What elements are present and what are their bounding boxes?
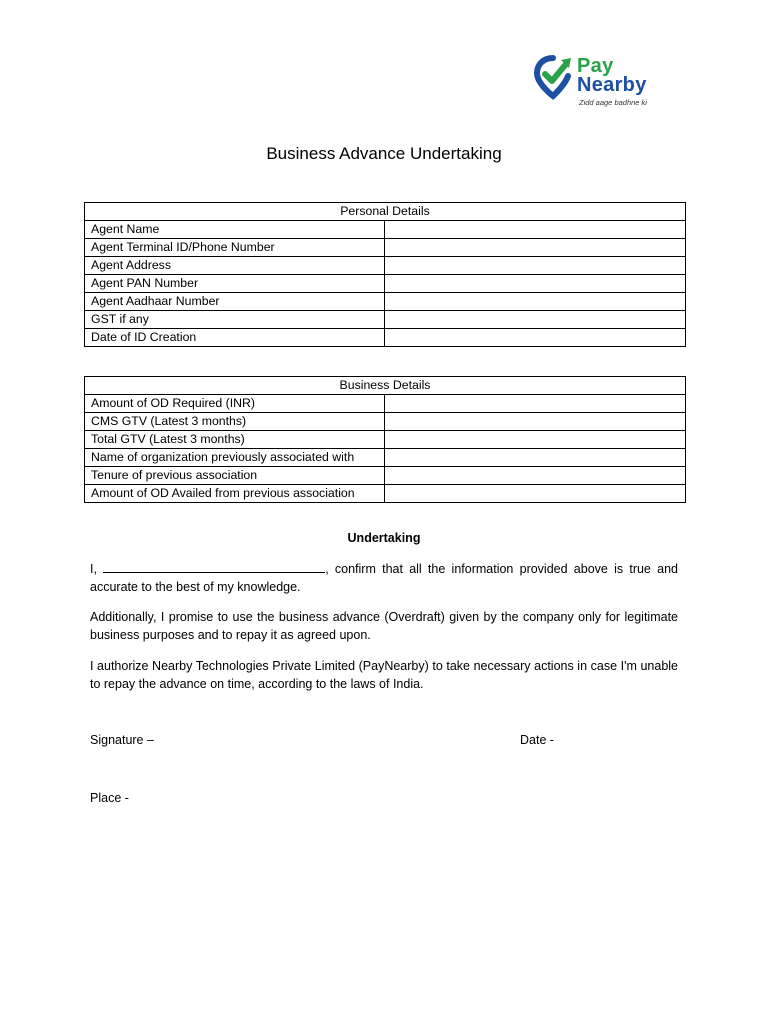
para1-suffix: , confirm that all the information provided above is true and accurate to the best of my knowledge. <box>90 562 678 594</box>
field-value-input[interactable] <box>384 413 685 431</box>
table-row <box>85 413 686 431</box>
paynearby-logo <box>533 52 673 112</box>
field-label: Agent PAN Number <box>85 275 385 293</box>
field-value-input[interactable] <box>384 221 685 239</box>
field-label: Agent Aadhaar Number <box>85 293 385 311</box>
business-details-table <box>84 376 686 503</box>
field-label: Date of ID Creation <box>85 329 385 347</box>
logo-text-nearby: Nearby <box>577 74 647 96</box>
undertaking-paragraph-2: Additionally, I promise to use the business advance (Overdraft) given by the company only for legitimate business purposes and to repay it as agreed upon. <box>90 610 678 642</box>
undertaking-paragraph-3: I authorize Nearby Technologies Private Limited (PayNearby) to take necessary actions in case I'm unable to repay the advance on time, according to the laws of India. <box>90 659 678 691</box>
field-label: Amount of OD Availed from previous association <box>85 485 385 503</box>
field-value-input[interactable] <box>384 239 685 257</box>
field-label: Agent Name <box>85 221 385 239</box>
field-value-input[interactable] <box>384 275 685 293</box>
table-row <box>85 329 686 347</box>
date-label: Date - <box>520 733 555 747</box>
table-row <box>85 275 686 293</box>
table-row <box>85 221 686 239</box>
field-label: Amount of OD Required (INR) <box>85 395 385 413</box>
field-value-input[interactable] <box>384 329 685 347</box>
personal-details-table <box>84 202 686 347</box>
table-row <box>85 431 686 449</box>
field-label: Agent Terminal ID/Phone Number <box>85 239 385 257</box>
table-row <box>85 449 686 467</box>
signature-label: Signature – <box>90 733 154 747</box>
location-pin-check-icon <box>533 52 575 102</box>
logo-tagline: Zidd aage badhne ki <box>579 98 647 107</box>
field-label: Tenure of previous association <box>85 467 385 485</box>
para1-prefix: I, <box>90 562 97 576</box>
table-row <box>85 395 686 413</box>
field-value-input[interactable] <box>384 395 685 413</box>
undertaking-paragraph-1 <box>90 560 678 596</box>
table-row <box>85 293 686 311</box>
table-row <box>85 239 686 257</box>
field-label: Name of organization previously associated with <box>85 449 385 467</box>
name-blank-line[interactable] <box>103 560 325 573</box>
field-value-input[interactable] <box>384 467 685 485</box>
field-value-input[interactable] <box>384 311 685 329</box>
field-value-input[interactable] <box>384 449 685 467</box>
field-label: Total GTV (Latest 3 months) <box>85 431 385 449</box>
undertaking-heading: Undertaking <box>347 531 421 545</box>
table-row <box>85 257 686 275</box>
field-label: Agent Address <box>85 257 385 275</box>
field-value-input[interactable] <box>384 485 685 503</box>
table-row <box>85 467 686 485</box>
field-value-input[interactable] <box>384 431 685 449</box>
field-label: GST if any <box>85 311 385 329</box>
field-value-input[interactable] <box>384 257 685 275</box>
logo-text-pay: Pay <box>577 55 614 77</box>
table-row <box>85 311 686 329</box>
field-value-input[interactable] <box>384 293 685 311</box>
table-row <box>85 485 686 503</box>
field-label: CMS GTV (Latest 3 months) <box>85 413 385 431</box>
personal-details-header: Personal Details <box>85 203 686 221</box>
page-title: Business Advance Undertaking <box>266 144 502 163</box>
place-label: Place - <box>90 791 129 805</box>
business-details-header: Business Details <box>85 377 686 395</box>
